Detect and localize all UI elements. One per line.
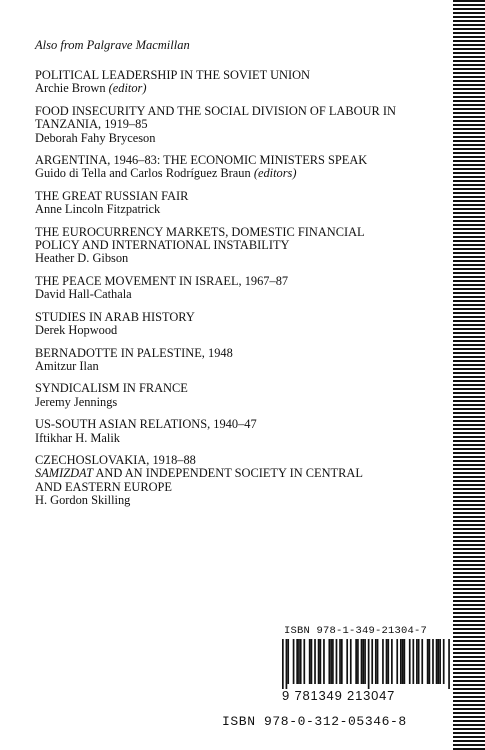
book-entry [35,311,445,338]
book-title-text: THE PEACE MOVEMENT IN ISRAEL, 1967–87 [35,273,289,288]
barcode-bar [368,639,370,689]
book-title-line [35,226,445,239]
barcode-bar [318,639,320,684]
barcode-bar [396,639,398,684]
book-title-line [35,481,445,494]
book-entry [35,154,445,181]
book-title-line [35,275,445,288]
barcode-bar [404,639,406,684]
book-entry [35,382,445,409]
isbn-bottom: ISBN 978-0-312-05346-8 [222,714,407,729]
book-author-role: (editor) [108,81,147,96]
book-title-text: SYNDICALISM IN FRANCE [35,381,188,396]
book-author-line [35,324,445,337]
book-entry [35,69,445,96]
barcode-bar [330,639,332,684]
book-entry [35,190,445,217]
barcode-bar [355,639,357,684]
book-author: Archie Brown [35,81,106,96]
book-author: Derek Hopwood [35,323,118,338]
barcode-bar [432,639,434,684]
barcode-bar [311,639,313,684]
barcode-bar [336,639,338,684]
book-author: Amitzur Ilan [35,358,99,373]
barcode-bar [350,639,352,684]
book-title-line [35,118,445,131]
barcode-bar [371,639,373,684]
barcode-bar [382,639,384,684]
barcode-bar [437,639,439,684]
book-author-line [35,167,445,180]
barcode-bar [448,639,450,689]
barcode-bar [328,639,330,684]
book-title-text: THE EUROCURRENCY MARKETS, DOMESTIC FINANCIAL [35,224,365,239]
book-author-line [35,396,445,409]
book-author-line [35,494,445,507]
barcode-bar [346,639,348,684]
barcode-bar [400,639,402,684]
barcode-bar [309,639,311,684]
book-entry [35,226,445,266]
book-entry [35,347,445,374]
barcode-image [282,639,450,689]
book-title-line [35,382,445,395]
barcode-bar [314,639,316,684]
barcode-bar [286,639,288,689]
book-author: H. Gordon Skilling [35,493,131,508]
book-title-text: AND EASTERN EUROPE [35,479,172,494]
barcode-block [282,625,452,703]
book-title-line [35,69,445,82]
book-title-text: THE GREAT RUSSIAN FAIR [35,188,189,203]
book-author: Jeremy Jennings [35,394,118,409]
book-title-line [35,347,445,360]
barcode-bar [303,639,305,684]
book-author-role: (editors) [253,166,297,181]
book-author: Heather D. Gibson [35,251,129,266]
book-author-line [35,288,445,301]
barcode-bar [409,639,411,684]
barcode-bar [402,639,404,684]
book-author-line [35,82,445,95]
barcode-digits: 9 781349 213047 [282,688,396,703]
book-title-text: AND AN INDEPENDENT SOCIETY IN CENTRAL [93,466,363,481]
book-title-text: POLITICAL LEADERSHIP IN THE SOVIET UNION [35,68,310,82]
book-author: Deborah Fahy Bryceson [35,130,156,145]
book-title-text: FOOD INSECURITY AND THE SOCIAL DIVISION OF LABOUR IN [35,103,396,118]
book-author: David Hall-Cathala [35,287,132,302]
edge-stripe-pattern [453,0,485,750]
barcode-bar [416,639,418,684]
book-author: Iftikhar H. Malik [35,430,120,445]
barcode-bar [287,639,289,684]
book-title-text: POLICY AND INTERNATIONAL INSTABILITY [35,238,290,253]
book-list-section [35,38,445,517]
barcode-bar [421,639,423,684]
book-author: Guido di Tella and Carlos Rodríguez Braun [35,166,251,181]
barcode-bar [339,639,341,684]
book-entry [35,275,445,302]
book-author-line [35,203,445,216]
book-title-line [35,239,445,252]
barcode-bar [300,639,302,684]
barcode-bar [364,639,366,684]
book-title-text: US-SOUTH ASIAN RELATIONS, 1940–47 [35,417,257,432]
book-title-text: SAMIZDAT [35,466,94,481]
book-title-line [35,418,445,431]
book-entry [35,105,445,145]
book-title-line [35,105,445,118]
book-title-text: STUDIES IN ARAB HISTORY [35,309,195,324]
barcode-bar [412,639,414,684]
book-author-line [35,432,445,445]
barcode-bar [341,639,343,684]
book-title-line [35,190,445,203]
barcode-bar [386,639,388,684]
book-title-text: ARGENTINA, 1946–83: THE ECONOMIC MINISTERS SPEAK [35,153,368,168]
barcode-bar [282,639,284,689]
barcode-bar [323,639,325,684]
barcode-bar [293,639,295,684]
barcode-bar [357,639,359,684]
barcode-bar [418,639,420,684]
book-title-line [35,467,445,480]
book-title-line [35,454,445,467]
barcode-bar [362,639,364,684]
barcode-bar [436,639,438,684]
barcode-bar [439,639,441,684]
series-heading: Also from Palgrave Macmillan [35,38,190,52]
barcode-bar [298,639,300,684]
barcode-bar [320,639,322,684]
book-title-text: CZECHOSLOVAKIA, 1918–88 [35,452,196,467]
barcode-bar [296,639,298,684]
book-author-line [35,132,445,145]
book-title-text: BERNADOTTE IN PALESTINE, 1948 [35,345,233,360]
barcode-isbn-label: ISBN 978-1-349-21304-7 [284,625,428,637]
book-title-line [35,311,445,324]
book-author-line [35,360,445,373]
barcode-bar [332,639,334,684]
barcode-bar [391,639,393,684]
barcode-bar [429,639,431,684]
barcode-bar [427,639,429,684]
book-author: Anne Lincoln Fitzpatrick [35,202,161,217]
book-title-text: TANZANIA, 1919–85 [35,117,148,132]
book-list [35,69,445,508]
book-title-line [35,154,445,167]
barcode-bar [377,639,379,684]
barcode-bar [375,639,377,684]
barcode-bar [387,639,389,684]
book-entry [35,418,445,445]
barcode-bar [361,639,363,684]
barcode-bar [443,639,445,684]
book-author-line [35,252,445,265]
book-entry [35,454,445,508]
